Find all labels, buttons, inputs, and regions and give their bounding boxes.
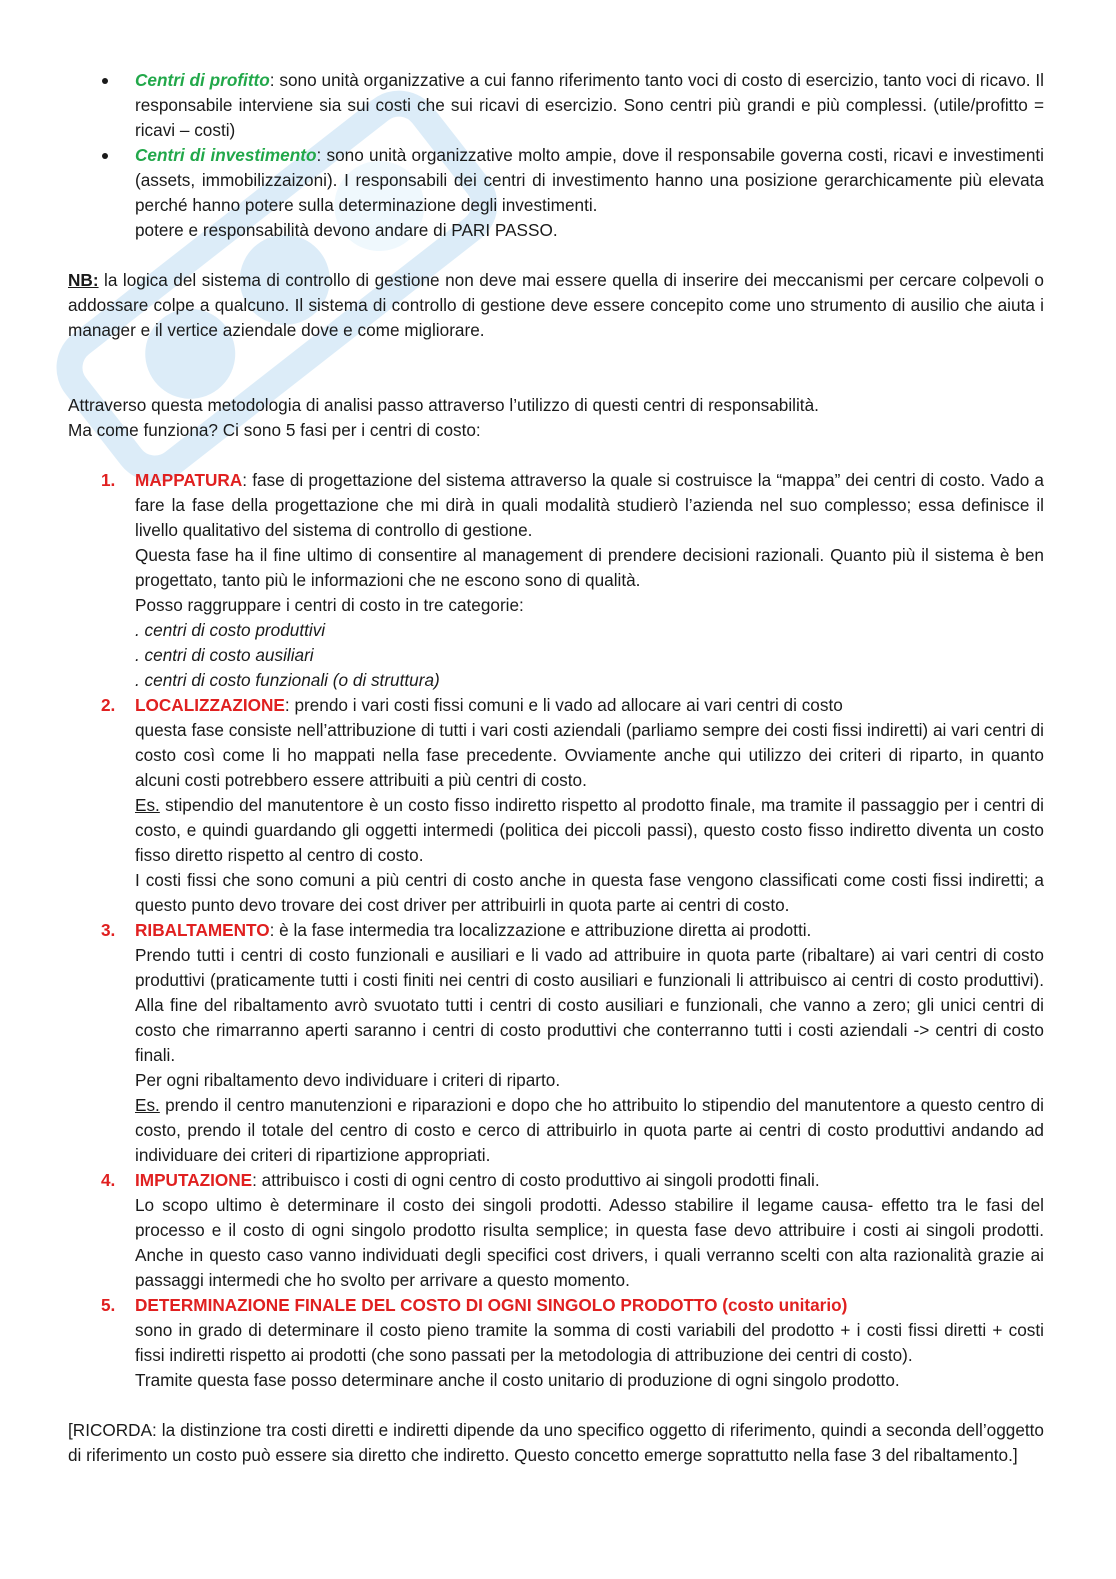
phase-paragraph: I costi fissi che sono comuni a più centri di costo anche in questa fase vengono classificati come costi fissi indiretti; a questo punto devo trovare dei cost driver per attribuirli in quota parte ai centri di costo. [135, 870, 1044, 915]
phase-imputazione [68, 1168, 1044, 1293]
example-text: prendo il centro manutenzioni e riparazioni e dopo che ho attribuito lo stipendio del manutentore a questo centro di costo, prendo il totale del centro di costo e cerco di attribuirlo in quota parte ai centri di costo produttivi andando ad individuare dei criteri di ripartizione appropriati. [135, 1095, 1044, 1165]
bullet-centri-di-profitto [68, 68, 1044, 143]
phase-title: IMPUTAZIONE [135, 1170, 253, 1190]
phase-title: MAPPATURA [135, 470, 243, 490]
example-paragraph [135, 1093, 1044, 1168]
example-text: stipendio del manutentore è un costo fisso indiretto rispetto al prodotto finale, ma tramite il passaggio per i centri di costo, e quindi guardando gli oggetti intermedi (politica dei piccoli passi), questo costo fisso indiretto diventa un costo fisso diretto rispetto al centro di costo. [135, 795, 1044, 865]
phase-paragraph: Posso raggruppare i centri di costo in tre categorie: [135, 595, 524, 615]
example-label: Es. [135, 795, 160, 815]
nb-text: la logica del sistema di controllo di gestione non deve mai essere quella di inserire dei meccanismi per cercare colpevoli o addossare colpe a qualcuno. Il sistema di controllo di gestione deve essere concepito come uno strumento di ausilio che aiuta i manager e il vertice aziendale dove e come migliorare. [68, 270, 1044, 340]
phase-paragraph: Prendo tutti i centri di costo funzionali e ausiliari e li vado ad attribuire in quota parte (ribaltare) ai vari centri di costo produttivi (praticamente tutti i costi finiti nei centri di costo ausiliari e funzionali li attribuisco ai centri di costo produttivi). Alla fine del ribaltamento avrò svuotato tutti i centri di costo ausiliari e funzionali, che vanno a zero; gli unici centri di costo che rimarranno aperti saranno i centri di costo produttivi che conterranno tutti i costi aziendali -> centri di costo finali. [135, 945, 1044, 1065]
category-item: . centri di costo produttivi [135, 620, 326, 640]
phase-number: 5. [101, 1295, 116, 1315]
ricorda-note: [RICORDA: la distinzione tra costi diretti e indiretti dipende da uno specifico oggetto di riferimento, quindi a seconda dell’oggetto di riferimento un costo può essere sia diretto che indiretto. Questo concetto emerge soprattutto nella fase 3 del ribaltamento.] [68, 1420, 1044, 1465]
phase-paragraph: questa fase consiste nell’attribuzione di tutti i vari costi aziendali (parliamo sempre dei costi fissi indiretti) ai vari centri di costo così come li ho mappati nella fase precedente. Ovviamente anche qui utilizzo dei criteri di riparto, in quanto alcuni costi potrebbero essere attribuiti a più centri di costo. [135, 720, 1044, 790]
phase-title: LOCALIZZAZIONE [135, 695, 285, 715]
phase-paragraph: Per ogni ribaltamento devo individuare i criteri di riparto. [135, 1070, 561, 1090]
phase-lead: : attribuisco i costi di ogni centro di costo produttivo ai singoli prodotti finali. [252, 1170, 820, 1190]
phase-paragraph: Questa fase ha il fine ultimo di consentire al management di prendere decisioni razionali. Quanto più il sistema è ben progettato, tanto più le informazioni che ne escono sono di qualità. [135, 545, 1044, 590]
phase-paragraph: Tramite questa fase posso determinare anche il costo unitario di produzione di ogni singolo prodotto. [135, 1370, 900, 1390]
phase-lead: : è la fase intermedia tra localizzazione e attribuzione diretta ai prodotti. [269, 920, 812, 940]
phase-title: RIBALTAMENTO [135, 920, 270, 940]
intro-line-2: Ma come funziona? Ci sono 5 fasi per i centri di costo: [68, 420, 481, 440]
phase-ribaltamento [68, 918, 1044, 1168]
phase-number: 2. [101, 695, 116, 715]
bullet-text: : sono unità organizzative a cui fanno riferimento tanto voci di costo di esercizio, tanto voci di ricavo. Il responsabile interviene sia sui costi che sui ricavi di esercizio. Sono centri più grandi e più complessi. (utile/profitto = ricavi – costi) [135, 70, 1044, 140]
bullet-centri-di-investimento [68, 143, 1044, 243]
responsibility-centers-list [68, 68, 1044, 243]
bullet-dot-icon [102, 153, 108, 159]
phase-mappatura [68, 468, 1044, 693]
phase-determinazione-finale [68, 1293, 1044, 1393]
term-centri-di-investimento: Centri di investimento [135, 145, 317, 165]
phase-localizzazione [68, 693, 1044, 918]
document-page [68, 68, 1044, 1468]
bullet-dot-icon [102, 78, 108, 84]
phase-lead: : fase di progettazione del sistema attraverso la quale si costruisce la “mappa” dei centri di costo. Vado a fare la fase della progettazione che mi dirà in quali modalità studierò l’azienda nel suo complesso; essa definisce il livello qualitativo del sistema di controllo di gestione. [135, 470, 1044, 540]
phases-list [68, 468, 1044, 1393]
phase-number: 4. [101, 1170, 116, 1190]
term-centri-di-profitto: Centri di profitto [135, 70, 270, 90]
nb-paragraph [68, 268, 1044, 343]
category-item: . centri di costo ausiliari [135, 645, 314, 665]
intro-line-1: Attraverso questa metodologia di analisi passo attraverso l’utilizzo di questi centri di responsabilità. [68, 395, 819, 415]
phase-number: 3. [101, 920, 116, 940]
bullet-extra-line: potere e responsabilità devono andare di PARI PASSO. [135, 220, 558, 240]
bullet-text: : sono unità organizzative molto ampie, dove il responsabile governa costi, ricavi e investimenti (assets, immobilizzaizoni). I responsabili dei centri di investimento hanno una posizione gerarchicamente più elevata perché hanno potere sulla determinazione degli investimenti. [135, 145, 1044, 215]
category-item: . centri di costo funzionali (o di struttura) [135, 670, 440, 690]
nb-label: NB: [68, 270, 99, 290]
phase-number: 1. [101, 470, 116, 490]
phase-paragraph: sono in grado di determinare il costo pieno tramite la somma di costi variabili del prodotto + i costi fissi diretti + costi fissi indiretti rispetto ai prodotti (che sono passati per la metodologia di attribuzione dei centri di costo). [135, 1320, 1044, 1365]
phase-lead: : prendo i vari costi fissi comuni e li vado ad allocare ai vari centri di costo [284, 695, 843, 715]
example-label: Es. [135, 1095, 160, 1115]
example-paragraph [135, 793, 1044, 868]
phase-title: DETERMINAZIONE FINALE DEL COSTO DI OGNI SINGOLO PRODOTTO (costo unitario) [135, 1295, 848, 1315]
phase-paragraph: Lo scopo ultimo è determinare il costo dei singoli prodotti. Adesso stabilire il legame causa- effetto tra le fasi del processo e il costo di ogni singolo prodotto risulta semplice; in questa fase devo attribuire i costi ai singoli prodotti. Anche in questo caso vanno individuati degli specifici cost drivers, i quali verranno scelti con alta razionalità grazie ai passaggi intermedi che ho svolto per arrivare a questo momento. [135, 1195, 1044, 1290]
